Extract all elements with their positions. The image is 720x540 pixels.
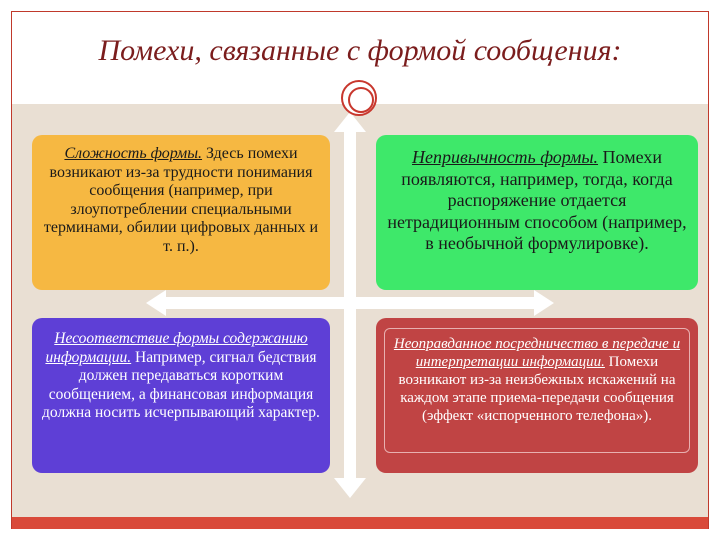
arrow-down	[334, 478, 366, 498]
box-lead: Сложность формы.	[64, 145, 203, 162]
box-inner-border	[384, 328, 690, 453]
box-lead: Непривычность формы.	[412, 147, 599, 167]
slide-title: Помехи, связанные с формой сообщения:	[98, 34, 622, 67]
box-form-complexity	[32, 135, 330, 290]
circle-ornament-icon	[341, 80, 377, 116]
box-text: Например, сигнал бедствия должен передаваться коротким сообщением, а финансовая информация должна носить исчерпывающий характер.	[42, 348, 320, 421]
box-lead: Неоправданное посредничество в передаче и интерпретации информации.	[393, 336, 681, 370]
box-mediation	[376, 318, 698, 473]
box-unusual-form	[376, 135, 698, 290]
box-lead: Несоответствие формы содержанию информации.	[45, 330, 308, 366]
arrow-right	[534, 290, 554, 316]
box-form-mismatch	[32, 318, 330, 473]
arrow-left	[146, 290, 166, 316]
horizontal-bar	[160, 297, 540, 309]
box-text: Помехи возникают из-за неизбежных искажений на каждом этапе приема-передачи сообщения (эффект «испорченного телефона»).	[398, 354, 676, 424]
box-text: Здесь помехи возникают из-за трудности понимания сообщения (например, при злоупотреблении специальными терминами, обилии цифровых данных и т. п.).	[43, 145, 319, 255]
box-text: Помехи появляются, например, тогда, когда распоряжение отдается нетрадиционным способом (например, в необычной формулировке).	[387, 147, 687, 253]
